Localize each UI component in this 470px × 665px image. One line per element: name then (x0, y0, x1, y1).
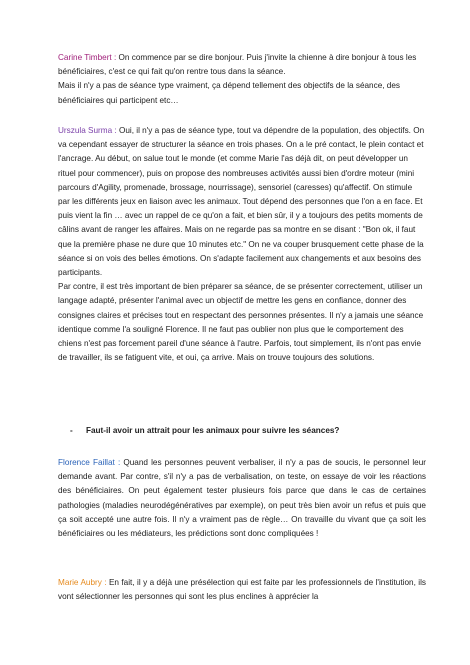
question-text: Faut-il avoir un attrait pour les animaux pour suivre les séances? (86, 426, 340, 435)
paragraph-text: On commence par se dire bonjour. Puis j'invite la chienne à dire bonjour à tous les bénéficiaires, c'est ce qui fait qu'on rentre tous dans la séance. (58, 53, 417, 77)
paragraph-urszula (58, 124, 426, 365)
speaker-florence: Florence Faillat : (58, 458, 121, 467)
speaker-marie: Marie Aubry : (58, 578, 107, 587)
paragraph-marie (58, 576, 426, 604)
speaker-carine: Carine Timbert : (58, 53, 117, 62)
question-dash: - (70, 426, 73, 435)
question-heading (70, 424, 416, 438)
paragraph-text: Quand les personnes peuvent verbaliser, il n'y a pas de soucis, le personnel leur demande avant. Par contre, s'il n'y a pas de verbalisation, on teste, on essaye de voir les réactions des bénéficiaires. On peut également tester plusieurs fois parce que dans le cas de certaines pathologies (maladies neurodégénératives par exemple), on peut très bien avoir un refus et puis que ça soit accepté une autre fois. Il n'y a vraiment pas de règle… On travaille du vivant que ça soit les bénéficiaires ou les médiateurs, les prédictions sont donc compliquées ! (58, 458, 426, 539)
paragraph-text: Oui, il n'y a pas de séance type, tout va dépendre de la population, des objectifs. On va cependant essayer de structurer la séance en trois phases. On a le pré contact, le plein contact et l'ancrage. Au début, on salue tout le monde (et comme Marie l'as déjà dit, on peut développer un rituel pour commencer), puis on propose des nombreuses activités aussi bien d'ordre moteur (mini parcours d'Agility, promenade, brossage, nourrissage), sensoriel (caresses) qu'affectif. On stimule par les différents jeux en liaison avec les animaux. Tout dépend des personnes que l'on a en face. Et puis vient la fin … avec un rappel de ce qu'on a fait, et bien sûr, il y a toujours des petits moments de câlins avant de ranger les affaires. Mais on ne regarde pas sa montre en se disant : "Bon ok, il faut que la première phase ne dure que 10 minutes etc." On ne va couper brusquement cette phase de la séance si on vois des belles émotions. On s'adapte facilement aux changements et aux besoins des participants. (58, 126, 425, 278)
speaker-urszula: Urszula Surma : (58, 126, 117, 135)
paragraph-text: Par contre, il est très important de bien préparer sa séance, de se présenter correctement, utiliser un langage adapté, présenter l'animal avec un objectif de mettre les gens en confiance, donner des consignes claires et précises tout en respectant des personnes présentes. Il n'y a jamais une séance identique comme l'a souligné Florence. Il ne faut pas oublier non plus que le comportement des chiens n'est pas forcement pareil d'une séance à l'autre. Parfois, tout simplement, ils n'ont pas envie de travailler, ils se fatiguent vite, et oui, ça arrive. Mais on trouve toujours des solutions. (58, 282, 424, 363)
paragraph-florence (58, 456, 426, 541)
paragraph-carine (58, 51, 426, 108)
paragraph-text: Mais il n'y a pas de séance type vraiment, ça dépend tellement des objectifs de la séance, des bénéficiaires qui participent etc… (58, 81, 400, 105)
paragraph-text: En fait, il y a déjà une présélection qui est faite par les professionnels de l'institution, ils vont sélectionner les personnes qui sont les plus enclines à apprécier la (58, 578, 426, 602)
